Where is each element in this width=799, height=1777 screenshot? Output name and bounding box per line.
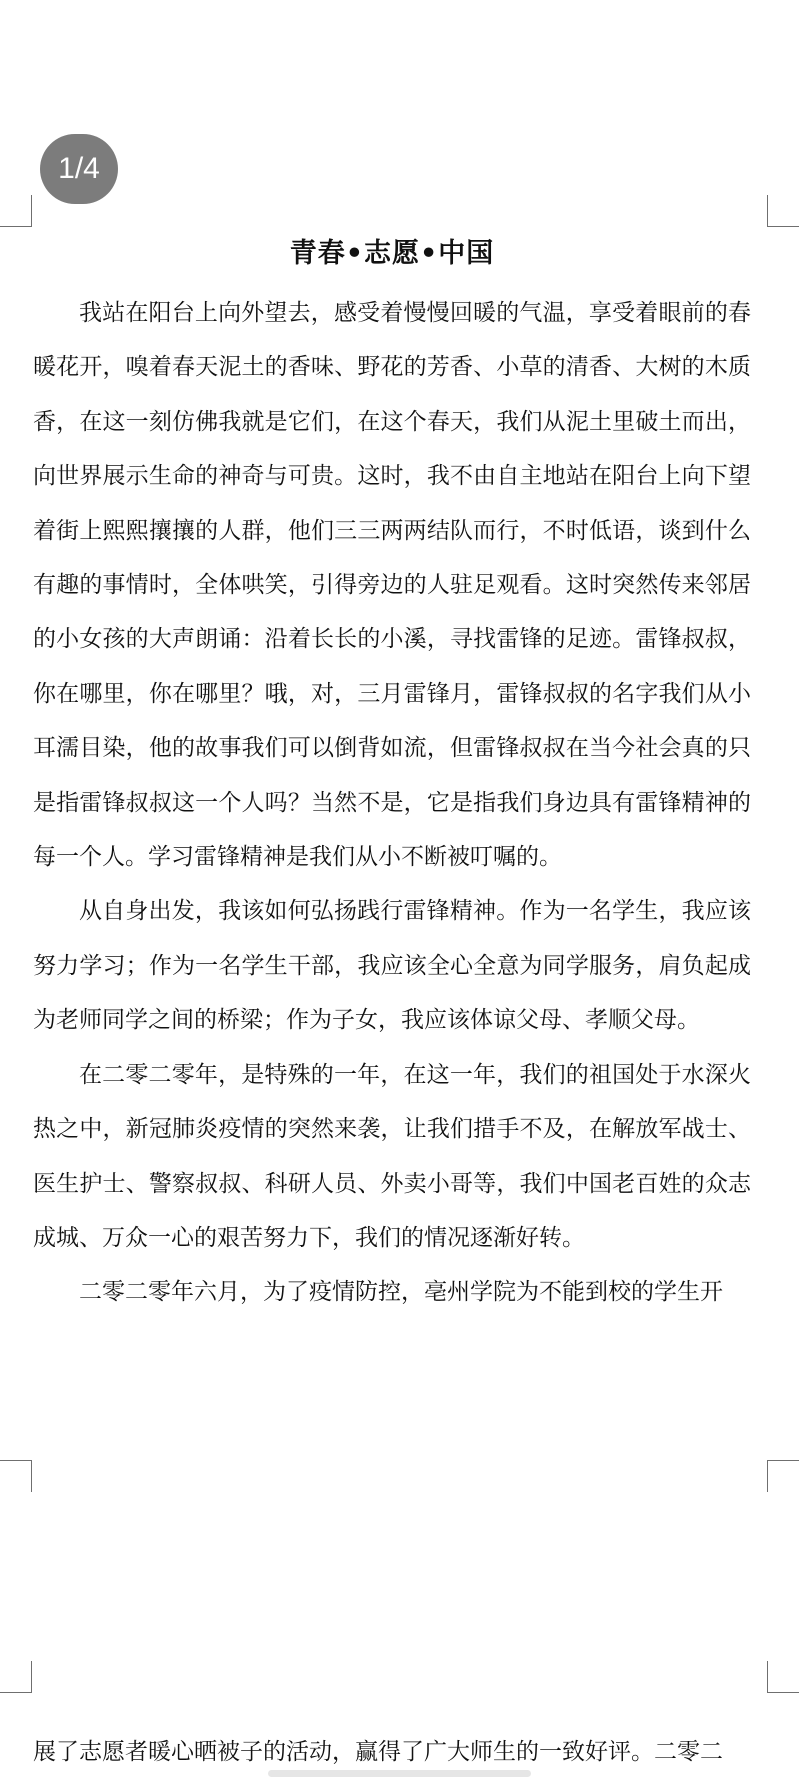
page-corner-mark bbox=[0, 1661, 32, 1693]
next-page-first-line: 展了志愿者暖心晒被子的活动，赢得了广大师生的一致好评。二零二 bbox=[33, 1739, 723, 1765]
document-body bbox=[33, 286, 751, 1320]
document-title: 青春•志愿•中国 bbox=[289, 238, 495, 269]
paragraph: 从自身出发，我该如何弘扬践行雷锋精神。作为一名学生，我应该努力学习；作为一名学生干部，我应该全心全意为同学服务，肩负起成为老师同学之间的桥梁；作为子女，我应该体谅父母、孝顺父母。 bbox=[33, 898, 751, 1034]
paragraph: 我站在阳台上向外望去，感受着慢慢回暖的气温，享受着眼前的春暖花开，嗅着春天泥土的香味、野花的芳香、小草的清香、大树的木质香，在这一刻仿佛我就是它们，在这个春天，我们从泥土里破土而出，向世界展示生命的神奇与可贵。这时，我不由自主地站在阳台上向下望着街上熙熙攘攘的人群，他们三三两两结队而行，不时低语，谈到什么有趣的事情时，全体哄笑，引得旁边的人驻足观看。这时突然传来邻居的小女孩的大声朗诵：沿着长长的小溪，寻找雷锋的足迹。雷锋叔叔，你在哪里，你在哪里？哦，对，三月雷锋月，雷锋叔叔的名字我们从小耳濡目染，他的故事我们可以倒背如流，但雷锋叔叔在当今社会真的只是指雷锋叔叔这一个人吗？当然不是，它是指我们身边具有雷锋精神的每一个人。学习雷锋精神是我们从小不断被叮嘱的。 bbox=[33, 300, 751, 871]
page-corner-mark bbox=[0, 1460, 32, 1492]
page-corner-mark bbox=[767, 1661, 799, 1693]
paragraph: 在二零二零年，是特殊的一年，在这一年，我们的祖国处于水深火热之中，新冠肺炎疫情的突然来袭，让我们措手不及，在解放军战士、医生护士、警察叔叔、科研人员、外卖小哥等，我们中国老百姓的众志成城、万众一心的艰苦努力下，我们的情况逐渐好转。 bbox=[33, 1061, 751, 1251]
page-indicator-badge: 1/4 bbox=[40, 134, 118, 204]
page-corner-mark bbox=[0, 195, 32, 227]
paragraph: 二零二零年六月，为了疫情防控，亳州学院为不能到校的学生开 bbox=[79, 1279, 723, 1306]
page-corner-mark bbox=[767, 195, 799, 227]
horizontal-scrollbar[interactable] bbox=[268, 1770, 531, 1777]
page-corner-mark bbox=[767, 1460, 799, 1492]
